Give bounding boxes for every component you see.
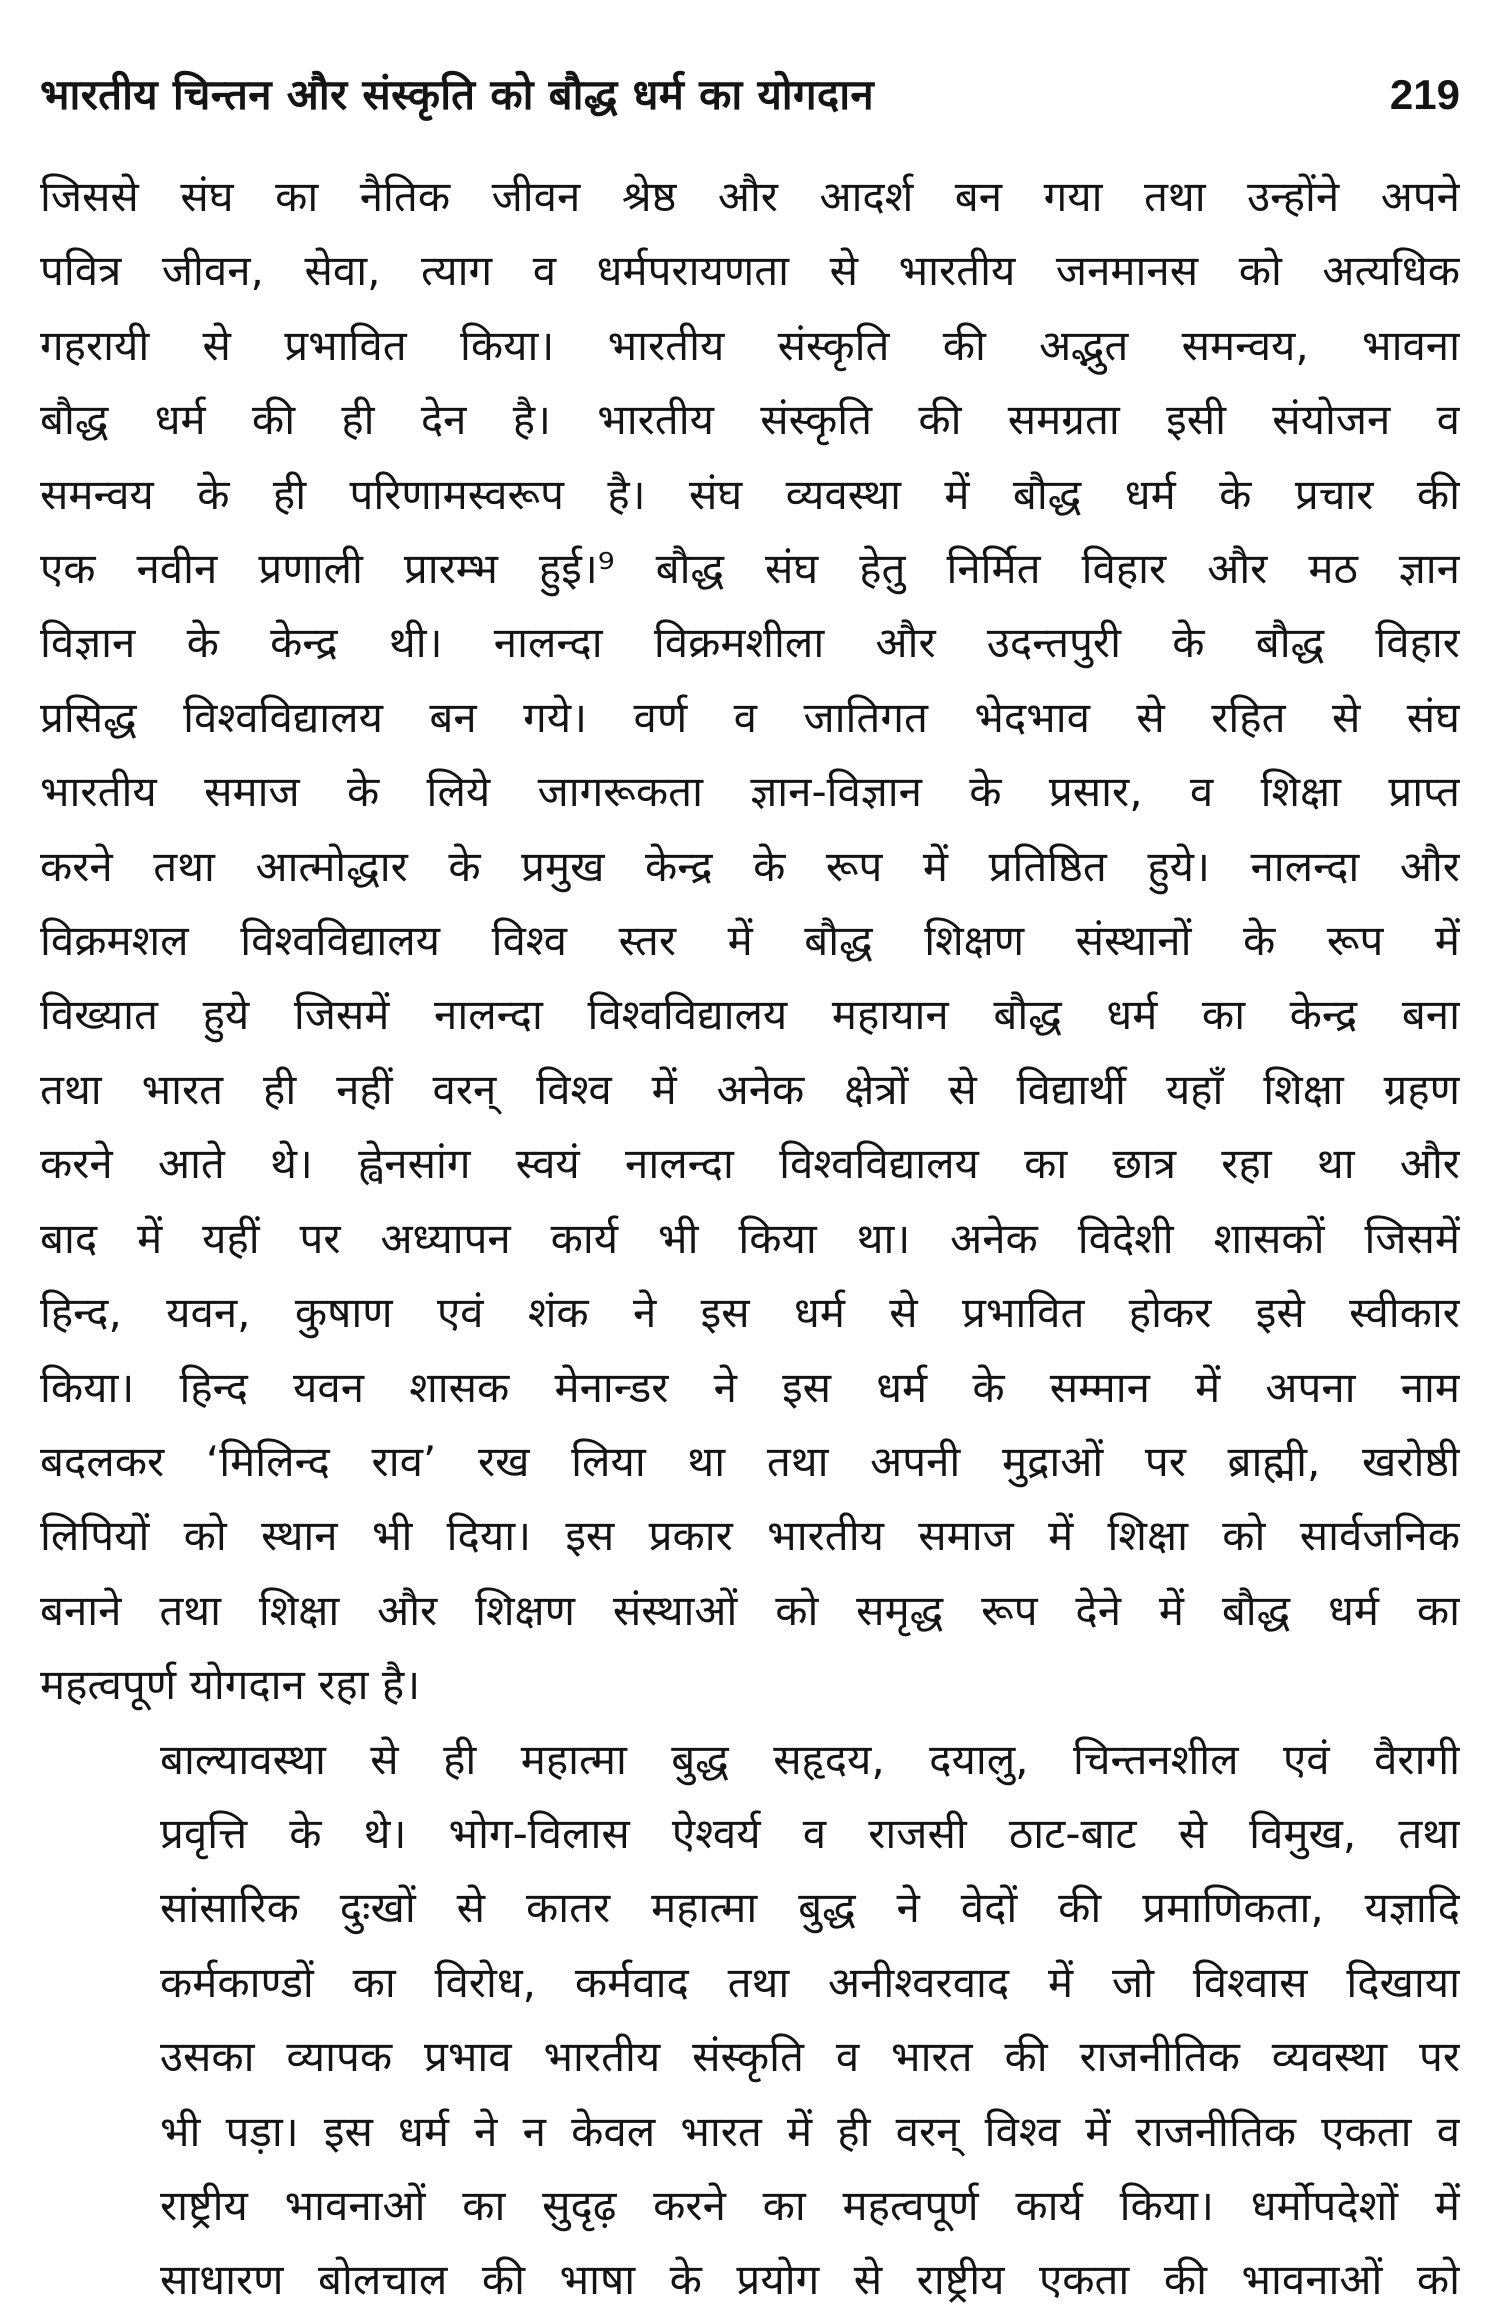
text-line: सांसारिक दुःखों से कातर महात्मा बुद्ध ने वेदों की प्रमाणिकता, यज्ञादि — [160, 1883, 1460, 1933]
paragraph-2 — [40, 1723, 1460, 2318]
text-line: करने आते थे। ह्वेनसांग स्वयं नालन्दा विश्वविद्यालय का छात्र रहा था और — [40, 1139, 1460, 1189]
text-line: साधारण बोलचाल की भाषा के प्रयोग से राष्ट्रीय एकता की भावनाओं को — [160, 2255, 1460, 2305]
text-line: बदलकर ‘मिलिन्द राव’ रख लिया था तथा अपनी मुद्राओं पर ब्राह्मी, खरोष्ठी — [40, 1436, 1460, 1486]
running-title: भारतीय चिन्तन और संस्कृति को बौद्ध धर्म का योगदान — [40, 70, 875, 119]
text-line: एक नवीन प्रणाली प्रारम्भ हुई।⁹ बौद्ध संघ हेतु निर्मित विहार और मठ ज्ञान — [40, 544, 1460, 594]
text-line: प्रसिद्ध विश्वविद्यालय बन गये। वर्ण व जातिगत भेदभाव से रहित से संघ — [40, 692, 1460, 742]
text-line: हिन्द, यवन, कुषाण एवं शंक ने इस धर्म से प्रभावित होकर इसे स्वीकार — [40, 1288, 1460, 1338]
text-line: उसका व्यापक प्रभाव भारतीय संस्कृति व भारत की राजनीतिक व्यवस्था पर — [160, 2032, 1460, 2082]
text-line: बाल्यावस्था से ही महात्मा बुद्ध सहृदय, दयालु, चिन्तनशील एवं वैरागी — [160, 1734, 1460, 1784]
book-page — [40, 70, 1460, 2305]
paragraph-1 — [40, 160, 1460, 1723]
text-line: पवित्र जीवन, सेवा, त्याग व धर्मपरायणता से भारतीय जनमानस को अत्यधिक — [40, 246, 1460, 296]
running-header — [40, 70, 1460, 160]
text-line: गहरायी से प्रभावित किया। भारतीय संस्कृति की अद्भुत समन्वय, भावना — [40, 320, 1460, 370]
text-line: करने तथा आत्मोद्धार के प्रमुख केन्द्र के रूप में प्रतिष्ठित हुये। नालन्दा और — [40, 841, 1460, 891]
text-line: समन्वय के ही परिणामस्वरूप है। संघ व्यवस्था में बौद्ध धर्म के प्रचार की — [40, 469, 1460, 519]
text-line: बनाने तथा शिक्षा और शिक्षण संस्थाओं को समृद्ध रूप देने में बौद्ध धर्म का — [40, 1585, 1460, 1635]
body-text — [40, 160, 1460, 2318]
text-line: विज्ञान के केन्द्र थी। नालन्दा विक्रमशीला और उदन्तपुरी के बौद्ध विहार — [40, 618, 1460, 668]
text-line: भी पड़ा। इस धर्म ने न केवल भारत में ही वरन् विश्व में राजनीतिक एकता व — [160, 2106, 1460, 2156]
text-line: तथा भारत ही नहीं वरन् विश्व में अनेक क्षेत्रों से विद्यार्थी यहाँ शिक्षा ग्रहण — [40, 1064, 1460, 1114]
text-line: कर्मकाण्डों का विरोध, कर्मवाद तथा अनीश्वरवाद में जो विश्वास दिखाया — [160, 1957, 1460, 2007]
text-line: बौद्ध धर्म की ही देन है। भारतीय संस्कृति की समग्रता इसी संयोजन व — [40, 395, 1460, 445]
text-line: प्रवृत्ति के थे। भोग-विलास ऐश्वर्य व राजसी ठाट-बाट से विमुख, तथा — [160, 1808, 1460, 1858]
text-line: विक्रमशल विश्वविद्यालय विश्व स्तर में बौद्ध शिक्षण संस्थानों के रूप में — [40, 916, 1460, 966]
text-line: भारतीय समाज के लिये जागरूकता ज्ञान-विज्ञान के प्रसार, व शिक्षा प्राप्त — [40, 767, 1460, 817]
text-line: जिससे संघ का नैतिक जीवन श्रेष्ठ और आदर्श बन गया तथा उन्होंने अपने — [40, 172, 1460, 221]
text-line: महत्वपूर्ण योगदान रहा है। — [40, 1660, 421, 1710]
page-number: 219 — [1389, 71, 1460, 118]
text-line: राष्ट्रीय भावनाओं का सुदृढ़ करने का महत्वपूर्ण कार्य किया। धर्मोपदेशों में — [160, 2180, 1460, 2230]
text-line: किया। हिन्द यवन शासक मेनान्डर ने इस धर्म के सम्मान में अपना नाम — [40, 1362, 1460, 1412]
text-line: लिपियों को स्थान भी दिया। इस प्रकार भारतीय समाज में शिक्षा को सार्वजनिक — [40, 1511, 1460, 1561]
text-line: बाद में यहीं पर अध्यापन कार्य भी किया था। अनेक विदेशी शासकों जिसमें — [40, 1213, 1460, 1263]
text-line: विख्यात हुये जिसमें नालन्दा विश्वविद्यालय महायान बौद्ध धर्म का केन्द्र बना — [40, 990, 1460, 1040]
